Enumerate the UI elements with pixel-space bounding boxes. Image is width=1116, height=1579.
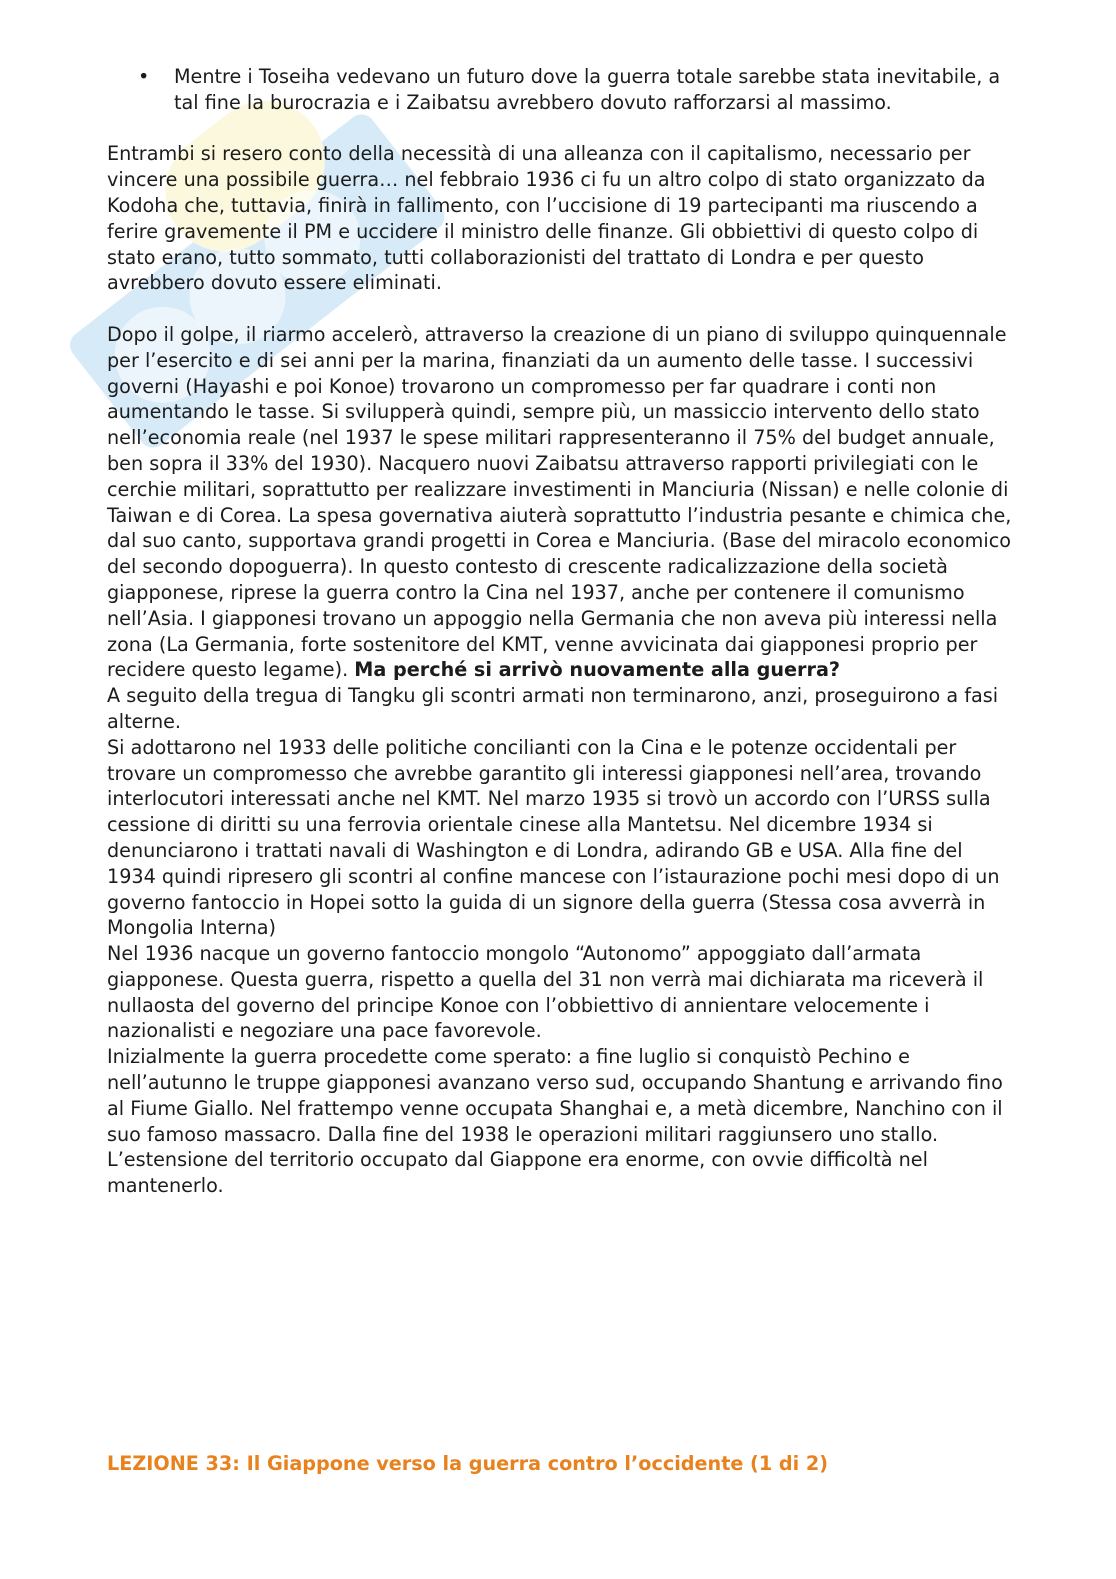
bold-question: Ma perché si arrivò nuovamente alla guerra? (354, 658, 841, 682)
bullet-dot-icon: • (138, 65, 150, 88)
paragraph-tregua: A seguito della tregua di Tangku gli scontri armati non terminarono, anzi, proseguirono a fasi alterne. (107, 684, 999, 733)
bullet-list (107, 64, 1012, 116)
bullet-text: Mentre i Toseiha vedevano un futuro dove la guerra totale sarebbe stata inevitabile, a tal fine la burocrazia e i Zaibatsu avrebbero dovuto rafforzarsi al massimo. (174, 65, 1001, 114)
paragraph-inizialmente: Inizialmente la guerra procedette come sperato: a fine luglio si conquistò Pechino e nell’autunno le truppe giapponesi avanzano verso sud, occupando Shantung e arrivando fino al Fiume Giallo. Nel frattempo venne occupata Shanghai e, a metà dicembre, Nanchino con il suo famoso massacro. Dalla fine del 1938 le operazioni militari raggiunsero uno stallo. L’estensione del territorio occupato dal Giappone era enorme, con ovvie difficoltà nel mantenerlo. (107, 1045, 1003, 1198)
lesson-heading: LEZIONE 33: Il Giappone verso la guerra contro l’occidente (1 di 2) (107, 1452, 828, 1475)
paragraph-golpe-text: Dopo il golpe, il riarmo accelerò, attraverso la creazione di un piano di sviluppo quinquennale per l’esercito e di sei anni per la marina, finanziati da un aumento delle tasse. I successivi governi (Hayashi e poi Konoe) trovarono un compromesso per far quadrare i conti non aumentando le tasse. Si svilupperà quindi, sempre più, un massiccio intervento dello stato nell’economia reale (nel 1937 le spese militari rappresenteranno il 75% del budget annuale, ben sopra il 33% del 1930). Nacquero nuovi Zaibatsu attraverso rapporti privilegiati con le cerchie militari, soprattutto per realizzare investimenti in Manciuria (Nissan) e nelle colonie di Taiwan e di Corea. La spesa governativa aiuterà soprattutto l’industria pesante e chimica che, dal suo canto, supportava grandi progetti in Corea e Manciuria. (Base del miracolo economico del secondo dopoguerra). In questo contesto di crescente radicalizzazione della società giapponese, riprese la guerra contro la Cina nel 1937, anche per contenere il comunismo nell’Asia. I giapponesi trovano un appoggio nella Germania che non aveva più interessi nella zona (La Germania, forte sostenitore del KMT, venne avvicinata dai giapponesi proprio per recidere questo legame). (107, 322, 1012, 682)
paragraph-mongolia: Nel 1936 nacque un governo fantoccio mongolo “Autonomo” appoggiato dall’armata giapponese. Questa guerra, rispetto a quella del 31 non verrà mai dichiarata ma riceverà il nullaosta del governo del principe Konoe con l’obbiettivo di annientare velocemente i nazionalisti e negoziare una pace favorevole. (107, 942, 984, 1043)
paragraph-capitalismo: Entrambi si resero conto della necessità di una alleanza con il capitalismo, necessario per vincere una possibile guerra… nel febbraio 1936 ci fu un altro colpo di stato organizzato da Kodoha che, tuttavia, finirà in fallimento, con l’uccisione di 19 partecipanti ma riuscendo a ferire gravemente il PM e uccidere il ministro delle finanze. Gli obbiettivi di questo colpo di stato erano, tutto sommato, tutti collaborazionisti del trattato di Londra e per questo avrebbero dovuto essere eliminati. (107, 142, 986, 295)
bullet-item-toseiha (107, 64, 1012, 116)
paragraph-politiche: Si adottarono nel 1933 delle politiche concilianti con la Cina e le potenze occidentali per trovare un compromesso che avrebbe garantito gli interessi giapponesi nell’area, trovando interlocutori interessati anche nel KMT. Nel marzo 1935 si trovò un accordo con l’URSS sulla cessione di diritti su una ferrovia orientale cinese alla Mantetsu. Nel dicembre 1934 si denunciarono i trattati navali di Washington e di Londra, adirando GB e USA. Alla fine del 1934 quindi ripresero gli scontri al confine mancese con l’istaurazione pochi mesi dopo di un governo fantoccio in Hopei sotto la guida di un signore della guerra (Stessa cosa avverrà in Mongolia Interna) (107, 735, 1000, 940)
document-body (107, 64, 1012, 1199)
paragraph-golpe (107, 322, 1012, 683)
